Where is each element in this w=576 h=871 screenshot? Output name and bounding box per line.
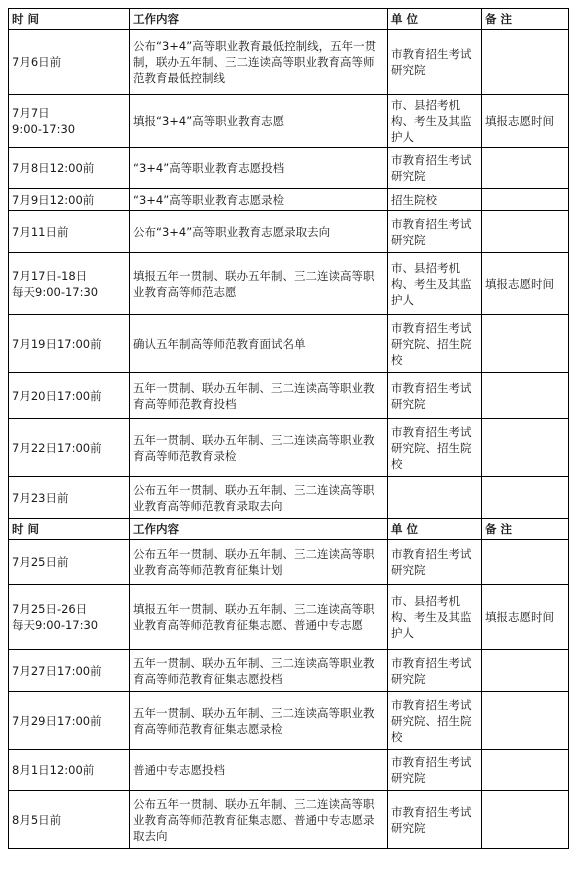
cell-time: 8月5日前 [9,791,130,849]
schedule-table [8,8,569,849]
cell-note [482,419,569,477]
cell-unit: 市教育招生考试研究院、招生院校 [388,419,482,477]
cell-note: 填报志愿时间 [482,95,569,148]
cell-time: 7月20日17:00前 [9,373,130,419]
cell-time: 7月25日前 [9,540,130,585]
cell-time: 7月19日17:00前 [9,315,130,373]
table-row [9,585,569,650]
cell-content: 五年一贯制、联办五年制、三二连读高等职业教育高等师范教育征集志愿投档 [130,650,388,692]
cell-note [482,791,569,849]
cell-note [482,477,569,519]
cell-note [482,750,569,791]
cell-time: 7月27日17:00前 [9,650,130,692]
cell-unit: 市、县招考机构、考生及其监护人 [388,253,482,315]
table-row [9,692,569,750]
table-row [9,315,569,373]
table-row [9,373,569,419]
cell-note [482,540,569,585]
cell-time: 7月11日前 [9,211,130,253]
table-row [9,791,569,849]
cell-time: 7月7日 9:00-17:30 [9,95,130,148]
cell-time: 7月23日前 [9,477,130,519]
header-row-repeat [9,519,569,540]
section-2 [9,540,569,849]
header-content: 工作内容 [130,519,388,540]
cell-unit: 市教育招生考试研究院 [388,148,482,189]
cell-content: “3+4”高等职业教育志愿录检 [130,189,388,211]
table-row [9,148,569,189]
cell-content: 公布五年一贯制、联办五年制、三二连读高等职业教育高等师范教育征集计划 [130,540,388,585]
cell-unit: 市、县招考机构、考生及其监护人 [388,585,482,650]
cell-time: 8月1日12:00前 [9,750,130,791]
cell-note [482,650,569,692]
cell-time: 7月25日-26日 每天9:00-17:30 [9,585,130,650]
cell-note [482,315,569,373]
cell-note [482,373,569,419]
header-time: 时 间 [9,519,130,540]
table-row [9,189,569,211]
cell-unit: 招生院校 [388,189,482,211]
cell-content: 公布五年一贯制、联办五年制、三二连读高等职业教育高等师范教育征集志愿、普通中专志愿录取去向 [130,791,388,849]
cell-time: 7月6日前 [9,30,130,95]
cell-content: “3+4”高等职业教育志愿投档 [130,148,388,189]
cell-content: 公布“3+4”高等职业教育志愿录取去向 [130,211,388,253]
table-row [9,95,569,148]
table-row [9,253,569,315]
table-row [9,419,569,477]
table-row [9,477,569,519]
cell-content: 五年一贯制、联办五年制、三二连读高等职业教育高等师范教育投档 [130,373,388,419]
header-time: 时 间 [9,9,130,30]
header-note: 备 注 [482,9,569,30]
cell-content: 填报“3+4”高等职业教育志愿 [130,95,388,148]
header-unit: 单 位 [388,519,482,540]
cell-unit: 市教育招生考试研究院 [388,650,482,692]
cell-content: 普通中专志愿投档 [130,750,388,791]
cell-content: 公布五年一贯制、联办五年制、三二连读高等职业教育高等师范教育录取去向 [130,477,388,519]
cell-note: 填报志愿时间 [482,253,569,315]
cell-content: 公布“3+4”高等职业教育最低控制线，五年一贯制，联办五年制、三二连读高等职业教育高等师范教育最低控制线 [130,30,388,95]
cell-unit: 市教育招生考试研究院、招生院校 [388,315,482,373]
cell-time: 7月17日-18日 每天9:00-17:30 [9,253,130,315]
header-note: 备 注 [482,519,569,540]
cell-unit: 市、县招考机构、考生及其监护人 [388,95,482,148]
header-content: 工作内容 [130,9,388,30]
cell-content: 填报五年一贯制、联办五年制、三二连读高等职业教育高等师范教育征集志愿、普通中专志愿 [130,585,388,650]
cell-content: 五年一贯制、联办五年制、三二连读高等职业教育高等师范教育征集志愿录检 [130,692,388,750]
cell-unit: 市教育招生考试研究院 [388,791,482,849]
table-row [9,540,569,585]
table-row [9,30,569,95]
cell-time: 7月29日17:00前 [9,692,130,750]
cell-time: 7月8日12:00前 [9,148,130,189]
cell-unit: 市教育招生考试研究院 [388,750,482,791]
cell-unit [388,477,482,519]
cell-note [482,211,569,253]
cell-content: 填报五年一贯制、联办五年制、三二连读高等职业教育高等师范志愿 [130,253,388,315]
cell-time: 7月22日17:00前 [9,419,130,477]
table-row [9,211,569,253]
cell-note [482,692,569,750]
cell-unit: 市教育招生考试研究院 [388,540,482,585]
cell-content: 确认五年制高等师范教育面试名单 [130,315,388,373]
header-unit: 单 位 [388,9,482,30]
cell-content: 五年一贯制、联办五年制、三二连读高等职业教育高等师范教育录检 [130,419,388,477]
cell-unit: 市教育招生考试研究院 [388,373,482,419]
cell-note [482,30,569,95]
cell-unit: 市教育招生考试研究院、招生院校 [388,692,482,750]
header-row [9,9,569,30]
cell-unit: 市教育招生考试研究院 [388,211,482,253]
cell-note [482,189,569,211]
table-row [9,750,569,791]
cell-note [482,148,569,189]
cell-unit: 市教育招生考试研究院 [388,30,482,95]
table-row [9,650,569,692]
section-1 [9,30,569,519]
cell-time: 7月9日12:00前 [9,189,130,211]
cell-note: 填报志愿时间 [482,585,569,650]
